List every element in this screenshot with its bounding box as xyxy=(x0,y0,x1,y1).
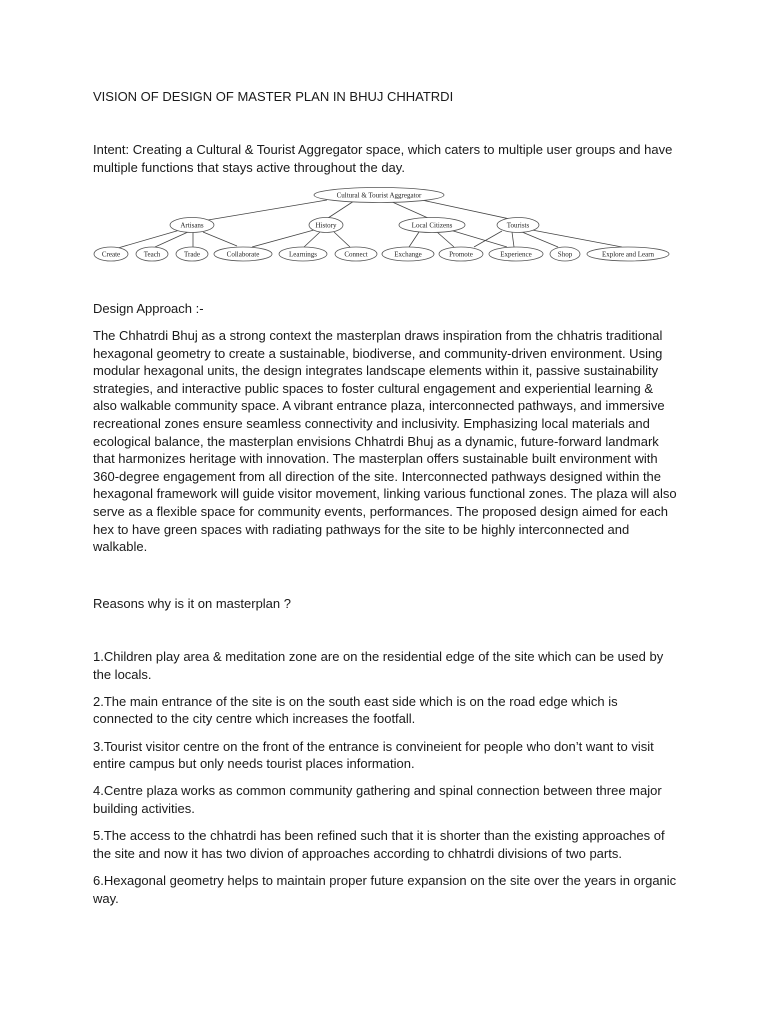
svg-text:Experience: Experience xyxy=(500,250,532,259)
diagram-leaf-connect xyxy=(335,247,377,261)
svg-text:Connect: Connect xyxy=(344,250,368,259)
edge-root-history xyxy=(328,201,354,218)
reasons-list xyxy=(93,648,678,917)
list-item: 6.Hexagonal geometry helps to maintain proper future expansion on the site over the years in organic way. xyxy=(93,872,677,906)
diagram-leaf-explore-and-learn xyxy=(587,247,669,261)
design-approach-paragraph: The Chhatrdi Bhuj as a strong context the masterplan draws inspiration from the chhatris traditional hexagonal geometry to create a sustainable, biodiverse, and community-driven environment. Using modular hexagonal units, the design integrates landscape elements within it, passive sustainability strategies, and interactive public spaces to foster cultural engagement and experiential learning & also walkable community space. A vibrant entrance plaza, interconnected pathways, and immersive recreational zones ensure seamless connectivity and inclusivity. Emphasizing local materials and ecological balance, the masterplan envisions Chhatrdi Bhuj as a dynamic, future-forward landmark that harmonizes heritage with innovation. The masterplan offers sustainable built environment with 360-degree engagement from all direction of the site. Interconnected pathways designed within the hexagonal framework will guide visitor movement, linking various functional zones. The plaza will also serve as a flexible space for community events, performances. The proposed design aimed for each hex to have green spaces with radiating pathways for the site to be highly interconnected and walkable. xyxy=(93,328,677,555)
svg-text:Cultural & Tourist Aggregator: Cultural & Tourist Aggregator xyxy=(336,191,422,200)
list-item: 2.The main entrance of the site is on the south east side which is on the road edge which is connected to the city centre which increases the footfall. xyxy=(93,693,618,727)
user-group-hierarchy-diagram xyxy=(92,185,674,265)
svg-text:Artisans: Artisans xyxy=(180,221,204,230)
diagram-leaf-promote xyxy=(439,247,483,261)
diagram-leaf-teach xyxy=(136,247,168,261)
diagram-leaf-learnings xyxy=(279,247,327,261)
diagram-node-root xyxy=(314,188,444,203)
diagram-leaf-collaborate xyxy=(214,247,272,261)
svg-text:Learnings: Learnings xyxy=(289,250,317,259)
document-title: VISION OF DESIGN OF MASTER PLAN IN BHUJ CHHATRDI xyxy=(93,89,454,104)
edge-artisans-collaborate xyxy=(203,232,237,246)
svg-text:History: History xyxy=(315,221,337,230)
edge-history-connect xyxy=(334,232,350,247)
svg-text:Trade: Trade xyxy=(183,250,201,259)
edge-root-artisans xyxy=(202,200,327,221)
diagram-leaf-shop xyxy=(550,247,580,261)
diagram-leaf-experience xyxy=(489,247,543,261)
svg-text:Exchange: Exchange xyxy=(394,250,422,259)
edge-artisans-create xyxy=(118,230,180,248)
list-item: 3.Tourist visitor centre on the front of the entrance is convineient for people who don’t want to visit entire campus but only needs tourist places information. xyxy=(93,738,654,772)
intent-paragraph: Intent: Creating a Cultural & Tourist Aggregator space, which caters to multiple user groups and have multiple functions that stays active throughout the day. xyxy=(93,142,673,175)
diagram-node-tourists xyxy=(497,218,539,233)
svg-text:Create: Create xyxy=(101,250,121,259)
svg-text:Collaborate: Collaborate xyxy=(226,250,260,259)
design-approach-heading: Design Approach :- xyxy=(93,301,204,316)
list-item: 4.Centre plaza works as common community gathering and spinal connection between three major building activities. xyxy=(93,783,662,816)
edge-history-collaborate xyxy=(252,230,314,247)
diagram-node-artisans xyxy=(170,218,214,233)
edge-root-tourists xyxy=(417,199,510,219)
diagram-leaf-exchange xyxy=(382,247,434,261)
svg-text:Tourists: Tourists xyxy=(506,221,530,230)
edge-tourists-explore xyxy=(532,230,622,247)
svg-text:Promote: Promote xyxy=(449,250,473,259)
diagram-leaf-trade xyxy=(176,247,208,261)
list-item: 1.Children play area & meditation zone are on the residential edge of the site which can be used by the locals. xyxy=(93,649,664,682)
diagram-node-history xyxy=(309,218,343,233)
diagram-node-local-citizens xyxy=(399,218,465,233)
edge-artisans-teach xyxy=(155,232,188,247)
diagram-leaf-create xyxy=(94,247,128,261)
edge-root-local-citizens xyxy=(390,201,428,218)
svg-text:Shop: Shop xyxy=(557,250,573,259)
edge-history-learnings xyxy=(304,232,320,247)
edge-local-promote xyxy=(437,232,454,247)
svg-text:Explore and Learn: Explore and Learn xyxy=(601,250,655,259)
svg-text:Teach: Teach xyxy=(143,250,161,259)
svg-text:Local Citizens: Local Citizens xyxy=(411,221,453,230)
edge-tourists-experience xyxy=(512,232,514,247)
edge-local-exchange xyxy=(409,232,419,247)
reasons-heading: Reasons why is it on masterplan ? xyxy=(93,596,291,611)
list-item: 5.The access to the chhatrdi has been refined such that it is shorter than the existing approaches of the site and now it has two divion of approaches according to chhatrdi divisions of two parts. xyxy=(93,828,665,861)
